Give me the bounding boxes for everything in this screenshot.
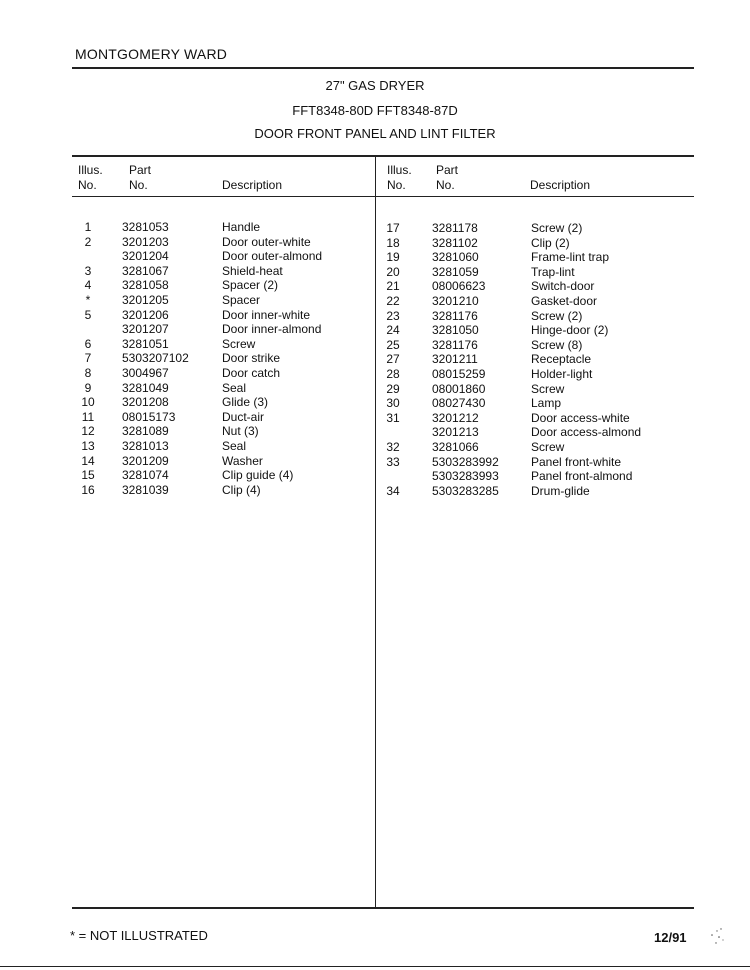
row-part-no: 3281039 <box>122 482 169 497</box>
row-part-no: 3281013 <box>122 439 169 453</box>
row-illus-no: 34 <box>386 483 400 498</box>
col-header-part-right-line2: No. <box>436 178 455 192</box>
row-description: Drum-glide <box>531 483 590 498</box>
row-part-no: 3281053 <box>122 220 169 234</box>
row-description: Door strike <box>222 351 281 366</box>
col-header-part-line2: No. <box>129 178 148 192</box>
row-description: Seal <box>222 439 247 453</box>
row-illus-no: 22 <box>386 294 400 308</box>
row-description: Frame-lint trap <box>531 250 610 265</box>
row-illus-no: 6 <box>84 336 92 351</box>
row-description: Panel front-almond <box>531 469 633 484</box>
row-description: Glide (3) <box>222 395 269 410</box>
row-illus-no: 16 <box>81 482 95 497</box>
row-part-no: 3201213 <box>432 425 479 440</box>
row-illus-no: 5 <box>84 307 92 322</box>
table-header-rule <box>72 196 694 197</box>
col-header-illus-right-line1: Illus. <box>387 163 412 177</box>
row-description: Hinge-door (2) <box>531 323 609 338</box>
col-header-illus <box>78 163 103 193</box>
row-description: Lamp <box>531 396 562 411</box>
col-header-part <box>129 163 151 193</box>
row-part-no: 3004967 <box>122 366 169 380</box>
row-illus-no: 7 <box>84 351 92 366</box>
row-description: Door access-white <box>531 410 630 425</box>
row-illus-no: 25 <box>386 337 400 352</box>
page-number: 12/91 <box>654 930 687 945</box>
row-description: Door outer-almond <box>222 249 323 264</box>
scan-speck <box>708 925 728 947</box>
row-illus-no: 21 <box>386 279 400 294</box>
row-part-no: 3281060 <box>432 250 479 265</box>
row-description: Door catch <box>222 366 281 380</box>
row-illus-no: 20 <box>386 264 400 279</box>
row-part-no: 3281058 <box>122 278 169 293</box>
row-part-no: 3281066 <box>432 440 479 454</box>
col-header-part-line1: Part <box>129 163 152 177</box>
row-illus-no: 2 <box>84 234 92 249</box>
row-description: Door inner-almond <box>222 322 322 337</box>
brand-header: MONTGOMERY WARD <box>75 46 228 62</box>
row-description: Panel front-white <box>531 454 622 469</box>
doc-title-line1: 27" GAS DRYER <box>325 78 425 93</box>
row-illus-no: 23 <box>386 308 400 323</box>
row-description: Receptacle <box>531 352 592 367</box>
row-part-no: 08006623 <box>432 279 486 294</box>
row-part-no: 5303207102 <box>122 351 189 366</box>
row-part-no: 3281178 <box>432 221 478 235</box>
row-illus-no: 19 <box>386 250 400 265</box>
row-illus-no: 30 <box>386 396 400 411</box>
row-part-no: 08015259 <box>432 367 486 381</box>
row-description: Spacer <box>222 293 261 307</box>
row-description: Trap-lint <box>531 264 575 279</box>
row-description: Gasket-door <box>531 294 598 308</box>
col-header-description: Description <box>222 178 283 192</box>
row-part-no: 3281059 <box>432 264 479 279</box>
col-header-description-right: Description <box>530 178 591 192</box>
row-illus-no: 3 <box>84 263 92 278</box>
row-description: Seal <box>222 380 247 395</box>
row-description: Clip guide (4) <box>222 468 294 483</box>
row-part-no: 3201205 <box>122 293 169 307</box>
page-bottom-rule <box>0 966 750 967</box>
row-illus-no: 29 <box>386 381 400 396</box>
col-header-illus-line2: No. <box>78 178 97 192</box>
row-illus-no: 9 <box>84 380 92 395</box>
row-part-no: 3201211 <box>432 352 478 367</box>
row-description: Washer <box>222 453 263 468</box>
row-part-no: 3201207 <box>122 322 169 337</box>
row-illus-no: 12 <box>81 424 95 439</box>
row-part-no: 3281176 <box>432 337 478 352</box>
row-description: Screw <box>531 440 565 454</box>
table-top-rule <box>72 155 694 157</box>
footnote: * = NOT ILLUSTRATED <box>70 928 208 943</box>
col-header-illus-line1: Illus. <box>78 163 103 177</box>
row-description: Handle <box>222 220 261 234</box>
row-illus-no: 32 <box>386 440 400 454</box>
row-description: Nut (3) <box>222 424 259 439</box>
row-description: Door outer-white <box>222 234 311 249</box>
row-part-no: 08015173 <box>122 409 176 424</box>
row-description: Duct-air <box>222 409 265 424</box>
row-part-no: 3281067 <box>122 263 169 278</box>
row-description: Screw (2) <box>531 221 583 235</box>
row-description: Switch-door <box>531 279 595 294</box>
row-part-no: 3281074 <box>122 468 169 483</box>
row-description: Screw <box>531 381 565 396</box>
row-description: Clip (2) <box>531 235 570 250</box>
col-header-part-right <box>436 163 458 193</box>
row-part-no: 3281051 <box>122 336 169 351</box>
row-illus-no: 11 <box>81 409 95 424</box>
row-part-no: 3281049 <box>122 380 169 395</box>
row-description: Screw (8) <box>531 337 583 352</box>
row-illus-no: 17 <box>386 221 400 235</box>
row-part-no: 5303283992 <box>432 454 499 469</box>
row-illus-no: 10 <box>81 395 95 410</box>
doc-title-line3: DOOR FRONT PANEL AND LINT FILTER <box>254 126 496 141</box>
row-part-no: 3281102 <box>432 235 478 250</box>
row-part-no: 3201204 <box>122 249 169 264</box>
top-rule <box>72 67 694 69</box>
row-part-no: 3201210 <box>432 294 479 308</box>
column-divider <box>375 155 376 907</box>
row-illus-no: 1 <box>84 220 92 234</box>
row-part-no: 3201209 <box>122 453 169 468</box>
row-description: Door access-almond <box>531 425 642 440</box>
doc-title-line2: FFT8348-80D FFT8348-87D <box>292 103 458 118</box>
col-header-part-right-line1: Part <box>436 163 459 177</box>
row-part-no: 3201208 <box>122 395 169 410</box>
row-description: Door inner-white <box>222 307 311 322</box>
row-illus-no: 18 <box>386 235 400 250</box>
row-illus-no: 24 <box>386 323 400 338</box>
row-part-no: 3281050 <box>432 323 479 338</box>
row-illus-no: 13 <box>81 439 95 453</box>
row-part-no: 3201212 <box>432 410 479 425</box>
row-description: Clip (4) <box>222 482 261 497</box>
row-description: Shield-heat <box>222 263 283 278</box>
col-header-illus-right <box>387 163 412 193</box>
row-illus-no: 15 <box>81 468 95 483</box>
row-illus-no: 27 <box>386 352 400 367</box>
row-part-no: 08027430 <box>432 396 486 411</box>
row-illus-no: 31 <box>386 410 400 425</box>
row-description: Spacer (2) <box>222 278 279 293</box>
row-illus-no: * <box>85 293 91 307</box>
table-bottom-rule <box>72 907 694 909</box>
row-illus-no: 33 <box>386 454 400 469</box>
row-illus-no: 14 <box>81 453 95 468</box>
row-illus-no: 28 <box>386 367 400 381</box>
row-description: Screw (2) <box>531 308 583 323</box>
row-part-no: 3281089 <box>122 424 169 439</box>
row-description: Holder-light <box>531 367 593 381</box>
row-illus-no: 4 <box>84 278 92 293</box>
row-part-no: 08001860 <box>432 381 486 396</box>
row-part-no: 5303283285 <box>432 483 499 498</box>
row-illus-no: 8 <box>84 366 92 380</box>
col-header-illus-right-line2: No. <box>387 178 406 192</box>
row-part-no: 3201203 <box>122 234 169 249</box>
row-description: Screw <box>222 336 256 351</box>
row-part-no: 3201206 <box>122 307 169 322</box>
row-part-no: 3281176 <box>432 308 478 323</box>
row-part-no: 5303283993 <box>432 469 499 484</box>
